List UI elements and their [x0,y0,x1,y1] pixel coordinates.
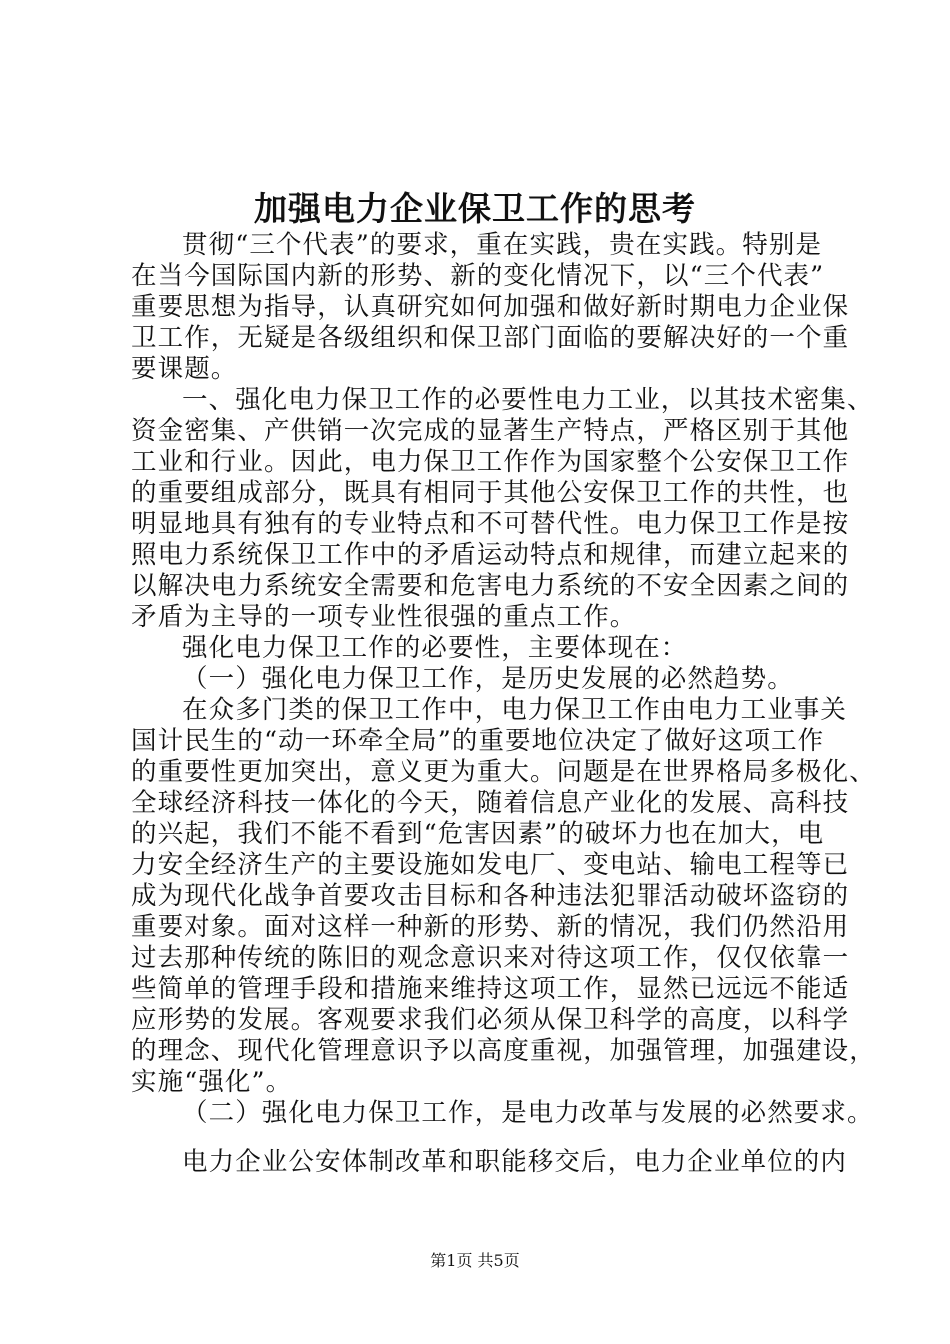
text-line: 照电力系统保卫工作中的矛盾运动特点和规律，而建立起来的 [131,540,850,570]
page-footer: 第1页 共5页 [430,1251,520,1270]
document-body [131,230,876,1178]
text-line: 过去那种传统的陈旧的观念意识来对待这项工作，仅仅依靠一 [131,943,850,973]
document-title: 加强电力企业保卫工作的思考 [254,189,696,228]
text-line: 在众多门类的保卫工作中，电力保卫工作由电力工业事关 [182,695,848,725]
text-line: 卫工作，无疑是各级组织和保卫部门面临的要解决好的一个重 [131,323,850,353]
text-line: 国计民生的“动一环牵全局”的重要地位决定了做好这项工作 [131,726,825,756]
text-line: 实施“强化”。 [131,1067,293,1097]
text-line: 资金密集、产供销一次完成的显著生产特点，严格区别于其他 [131,416,850,446]
text-line: （二）强化电力保卫工作，是电力改革与发展的必然要求。 [182,1098,874,1128]
text-line: 工业和行业。因此，电力保卫工作作为国家整个公安保卫工作 [131,447,850,477]
text-line: 全球经济科技一体化的今天，随着信息产业化的发展、高科技 [131,788,850,818]
text-line: 以解决电力系统安全需要和危害电力系统的不安全因素之间的 [131,571,850,601]
text-line: 些简单的管理手段和措施来维持这项工作，显然已远远不能适 [131,974,850,1004]
text-line: 要课题。 [131,354,238,384]
text-line: 的重要组成部分，既具有相同于其他公安保卫工作的共性，也 [131,478,850,508]
text-line: 力安全经济生产的主要设施如发电厂、变电站、输电工程等已 [131,850,850,880]
text-line: 一、强化电力保卫工作的必要性电力工业，以其技术密集、 [182,385,874,415]
text-line: 的重要性更加突出，意义更为重大。问题是在世界格局多极化、 [131,757,876,787]
text-line: 成为现代化战争首要攻击目标和各种违法犯罪活动破坏盗窃的 [131,881,850,911]
text-line: 强化电力保卫工作的必要性，主要体现在： [182,633,688,663]
text-line: 重要对象。面对这样一种新的形势、新的情况，我们仍然沿用 [131,912,850,942]
text-line: 在当今国际国内新的形势、新的变化情况下，以“三个代表” [131,261,825,291]
text-line: 明显地具有独有的专业特点和不可替代性。电力保卫工作是按 [131,509,850,539]
text-line: 的理念、现代化管理意识予以高度重视，加强管理，加强建设， [131,1036,876,1066]
text-line: 应形势的发展。客观要求我们必须从保卫科学的高度，以科学 [131,1005,850,1035]
text-line: 电力企业公安体制改革和职能移交后，电力企业单位的内 [182,1147,848,1177]
text-line: （一）强化电力保卫工作，是历史发展的必然趋势。 [182,664,794,694]
text-line: 重要思想为指导，认真研究如何加强和做好新时期电力企业保 [131,292,850,322]
text-line: 矛盾为主导的一项专业性很强的重点工作。 [131,602,637,632]
text-line: 贯彻“三个代表”的要求，重在实践，贵在实践。特别是 [182,230,823,260]
text-line: 的兴起，我们不能不看到“危害因素”的破坏力也在加大，电 [131,819,825,849]
